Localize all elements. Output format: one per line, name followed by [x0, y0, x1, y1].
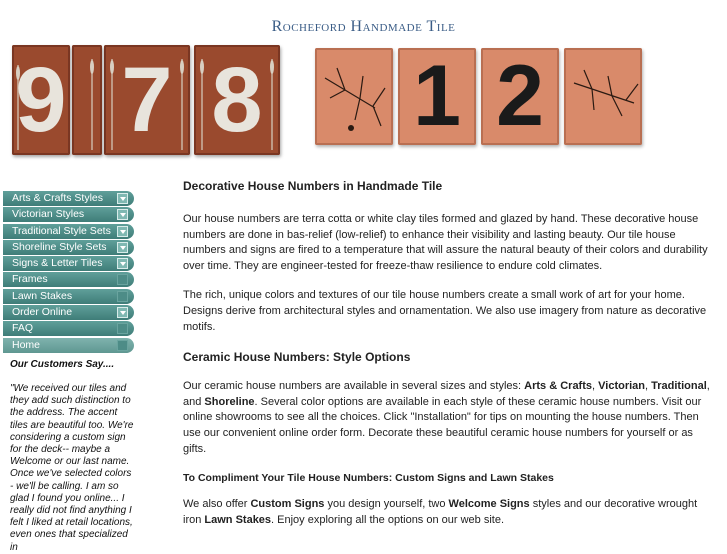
- text-span: ,: [592, 380, 599, 393]
- nav-item-label: Traditional Style Sets: [12, 224, 111, 237]
- dropdown-arrow-icon[interactable]: [117, 258, 128, 269]
- welcome-signs-link[interactable]: Welcome Signs: [448, 498, 530, 511]
- text-span: you design yourself, two: [324, 498, 449, 511]
- tile-image-pine-branch: [315, 48, 393, 145]
- tile-image-9-part: [72, 45, 102, 155]
- tile-image-7: [104, 45, 190, 155]
- victorian-link[interactable]: Victorian: [598, 380, 646, 393]
- nav-item-label: Lawn Stakes: [12, 289, 73, 302]
- menu-box-icon: [117, 340, 128, 351]
- tile-number: 2: [496, 48, 544, 144]
- page-heading: Decorative House Numbers in Handmade Tile: [183, 179, 443, 193]
- nav-item-shoreline[interactable]: [3, 240, 134, 255]
- sidebar-nav: [3, 191, 134, 354]
- tile-number: 9: [15, 49, 67, 151]
- site-title: Rocheford Handmade Tile: [271, 18, 456, 35]
- arts-crafts-link[interactable]: Arts & Crafts: [524, 380, 593, 393]
- pine-branch-icon: [315, 48, 393, 145]
- text-span: . Enjoy exploring all the options on our web site.: [271, 513, 505, 526]
- tile-number: 1: [413, 48, 461, 144]
- text-span: , and: [183, 380, 710, 408]
- dropdown-arrow-icon[interactable]: [117, 226, 128, 237]
- text-span: . Several color options are available in each style of these ceramic house numbers. Visit our online showrooms to see all the choices. Click "Installation" for tips on mounting the house numbers. Then use our convenient online order form. Decorate these beautiful ceramic house numbers for yourself or as gifts.: [183, 395, 702, 455]
- customer-quote: "We received our tiles and they add such distinction to the address. The accent tiles are beautiful too. We're considering a custom sign for the deck-- maybe a Welcome or our last name. Once we've selected colors - we'll be calling. I am so glad I found you online... I really did not find anything I felt I liked at retail locations, even ones that specialized in: [10, 383, 134, 553]
- tile-image-1: [398, 48, 476, 145]
- tile-image-2: [481, 48, 559, 145]
- text-span: ,: [645, 380, 652, 393]
- style-options-heading: Ceramic House Numbers: Style Options: [183, 350, 411, 365]
- nav-item-label: FAQ: [12, 322, 34, 335]
- nav-item-lawn-stakes[interactable]: [3, 289, 134, 304]
- tile-number: 8: [211, 49, 263, 151]
- nav-item-signs-letters[interactable]: [3, 256, 134, 271]
- tile-image-8: [194, 45, 280, 155]
- nav-item-label: Arts & Crafts Styles: [12, 192, 104, 204]
- traditional-link[interactable]: Traditional: [651, 380, 707, 393]
- nav-item-traditional[interactable]: [3, 224, 134, 239]
- nav-item-label: Frames: [12, 273, 48, 286]
- nav-item-home[interactable]: [3, 338, 134, 353]
- shoreline-link[interactable]: Shoreline: [204, 395, 255, 408]
- text-span: Our ceramic house numbers are available in several sizes and styles:: [183, 380, 525, 393]
- lawn-stakes-link[interactable]: Lawn Stakes: [204, 513, 272, 526]
- text-span: styles and our decorative wrought iron: [183, 498, 698, 526]
- custom-signs-paragraph: [183, 497, 713, 528]
- pine-branch-icon: [564, 48, 642, 145]
- nav-item-label: Signs & Letter Tiles: [12, 257, 103, 270]
- menu-box-icon: [117, 291, 128, 302]
- text-span: We also offer: [183, 498, 251, 511]
- style-options-paragraph: [183, 379, 713, 457]
- nav-item-arts-crafts[interactable]: [3, 191, 134, 206]
- tile-image-pine-branch-2: [564, 48, 642, 145]
- customers-say-title: Our Customers Say....: [10, 359, 115, 370]
- nav-item-frames[interactable]: [3, 272, 134, 287]
- nav-item-label: Shoreline Style Sets: [12, 240, 107, 253]
- compliment-heading: To Compliment Your Tile House Numbers: Custom Signs and Lawn Stakes: [183, 472, 554, 485]
- menu-box-icon: [117, 323, 128, 334]
- nav-item-label: Home: [12, 338, 41, 351]
- nav-item-label: Victorian Styles: [12, 208, 85, 221]
- nav-item-order-online[interactable]: [3, 305, 134, 320]
- intro-paragraph: Our house numbers are terra cotta or white clay tiles formed and glazed by hand. These decorative house numbers are done in bas-relief (low-relief) to enhance their visibility and lasting beauty. Our tile house numbers and signs are fired to a temperature that will assure the natural beauty of their colors and durability over time. They are engineer-tested for freeze-thaw resilience to endure cold climates.: [183, 213, 708, 272]
- dropdown-arrow-icon[interactable]: [117, 242, 128, 253]
- tile-number: 7: [121, 49, 173, 151]
- main-content: [183, 178, 713, 542]
- nav-item-faq[interactable]: [3, 321, 134, 336]
- cattail-decoration: [72, 45, 102, 155]
- menu-box-icon: [117, 274, 128, 285]
- dropdown-arrow-icon[interactable]: [117, 307, 128, 318]
- dropdown-arrow-icon[interactable]: [117, 209, 128, 220]
- nav-item-label: Order Online: [12, 306, 73, 319]
- tile-image-9: [12, 45, 70, 155]
- dropdown-arrow-icon[interactable]: [117, 193, 128, 204]
- nav-item-victorian[interactable]: [3, 207, 134, 222]
- art-paragraph: The rich, unique colors and textures of our tile house numbers create a small work of art for your home. Designs derive from architectural styles and ornamentation. We also use imagery from nature as decorative motifs.: [183, 289, 707, 333]
- custom-signs-link[interactable]: Custom Signs: [250, 498, 325, 511]
